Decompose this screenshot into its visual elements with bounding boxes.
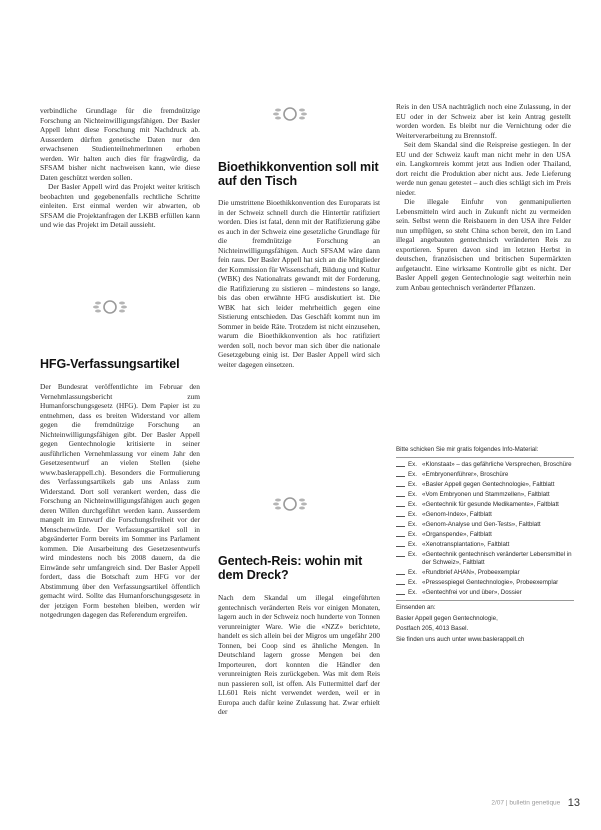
- form-item-label: «Pressespiegel Gentechnologie», Probeexemplar: [422, 579, 559, 586]
- intro-paragraph-2: Der Basler Appell wird das Projekt weiter kritisch beobachten und gegebenenfalls rechtliche Schritte einleiten. Erst einmal werden wir abwarten, ob SFSAM die Projektanfragen der LKBB erfüllen kann und wie das Projekt im Detail aussieht.: [40, 182, 200, 229]
- bioethik-text-block: [218, 198, 380, 369]
- form-item[interactable]: [396, 531, 574, 539]
- gentech-reis-text-block: [218, 593, 380, 717]
- form-item-label: «Organspende», Faltblatt: [422, 531, 492, 538]
- form-item[interactable]: [396, 491, 574, 499]
- send-to-label: Einsenden an:: [396, 604, 436, 611]
- ex-label: Ex.: [408, 491, 417, 498]
- reis-continued-text-block: [396, 102, 571, 292]
- quantity-blank[interactable]: [396, 516, 405, 517]
- reis-paragraph-1: Reis in den USA nachträglich noch eine Zulassung, in der EU oder in der Schweiz aber ist kein Antrag gestellt worden worden. Es bleibt nur die Vernichtung oder die Weiterverarbeitung zu Brennstoff.: [396, 102, 571, 140]
- quantity-blank[interactable]: [396, 536, 405, 537]
- intro-paragraph-1: verbindliche Grundlage für die fremdnützige Forschung an Nichteinwilligungsfähigen. Der Basler Appell lehnt diese Forschung mit Nachdruck ab. Ausserdem dürften genetische Daten nur den erwachsenen Studienteilnehmerlnnen erhoben werden. Wir halten auch dies für fragwürdig, da SFSAM bisher nicht nachweisen kann, wie diese Daten geschützt werden sollen.: [40, 106, 200, 182]
- form-item-label: «Genom-Index», Faltblatt: [422, 511, 492, 518]
- form-item[interactable]: [396, 569, 574, 577]
- website-note: Sie finden uns auch unter www.baslerappell.ch: [396, 635, 525, 643]
- reis-paragraph-2: Seit dem Skandal sind die Reispreise gestiegen. In der EU und der Schweiz kauft man nicht mehr in den USA ein. Langkornreis kommt jetzt aus Indien oder Thailand, dort reicht die Produktion aber nicht aus. Jede Lieferung werde nun genau getestet – auch dies schlägt sich im Preis nieder.: [396, 140, 571, 197]
- quantity-blank[interactable]: [396, 584, 405, 585]
- address-postbox: Postfach 205, 4013 Basel.: [396, 625, 469, 632]
- quantity-blank[interactable]: [396, 506, 405, 507]
- quantity-blank[interactable]: [396, 526, 405, 527]
- form-item[interactable]: [396, 481, 574, 489]
- form-item-label: «Gentechnik für gesunde Medikamente», Faltblatt: [422, 501, 559, 508]
- form-intro: Bitte schicken Sie mir gratis folgendes Info-Material:: [396, 446, 574, 458]
- form-item-label: «Gentechfrei vor und über», Dossier: [422, 589, 522, 596]
- hfg-heading: HFG-Verfassungsartikel: [40, 357, 180, 371]
- form-item[interactable]: [396, 589, 574, 597]
- form-item-label: «Xenotransplantation», Faltblatt: [422, 541, 510, 548]
- ex-label: Ex.: [408, 511, 417, 518]
- form-item[interactable]: [396, 541, 574, 549]
- hfg-text-block: [40, 382, 200, 620]
- page-number: 13: [567, 796, 580, 809]
- form-item[interactable]: [396, 551, 574, 567]
- ex-label: Ex.: [408, 551, 417, 558]
- gentech-reis-paragraph: Nach dem Skandal um illegal eingeführten gentechnisch veränderten Reis vor einigen Monaten, lagern auch in der Schweiz noch hunderte von Tonnen verunreinigter Ware. Wie die «NZZ» berichtete, handelt es sich allein bei der Migros um ungefähr 200 Tonnen, bei Coop sind es ähnliche Mengen. In Deutschland lagern grosse Mengen bei den Importeuren, dort konnten die Händler den verunreinigten Reis zurückgeben. Was mit dem Reis nun passieren soll, ist offen. Als Futtermittel darf der LL601 Reis nicht verwendet werden, weil er in Europa auch dafür keine Zulassung hat. Zwar erhielt der: [218, 593, 380, 716]
- ex-label: Ex.: [408, 541, 417, 548]
- hfg-paragraph: Der Bundesrat veröffentlichte im Februar den Vernehmlassungsbericht zum Humanforschungsgesetz (HFG). Dem Papier ist zu entnehmen, dass es breiten Widerstand vor allem gegen die fremdnützige Forschung an Nichteinwilligungsfähigen gibt. Der Basler Appell gegen Gentechnologie kritisierte in seiner ausführlichen Vernehmlassung vor einem Jahr den Gesetzesentwurf an vielen Stellen (siehe www.baslerappell.ch). Besonders die Formulierung des Verfassungsartikels gab uns Anlass zum Widerstand. Dort soll verankert werden, dass die Forschung an Nichteinwilligungsfähigen auch gegen deren Willen durchgeführt werden kann. Ausserdem mangelt im Entwurf die Forschungsfreiheit vor der Menschenwürde. Der Verfassungsartikel soll in abgeänderter Form bereits im Sommer ins Parlament kommen. Die Ausarbeitung des Gesetzesentwurfs wird mindestens noch bis 2008 dauern, da die Einwände sehr umfangreich sind. Der Basler Appell fordert, dass die Botschaft zum HFG vor der Abstimmung über den Verfassungsartikel öffentlich gemacht wird. Sollte das Humanforschungsgesetz in der jetzigen Form bestehen bleiben, werden wir notgedrungen dagegen das Referendum ergreifen.: [40, 382, 200, 619]
- quantity-blank[interactable]: [396, 594, 405, 595]
- page-footer: [420, 794, 580, 812]
- ex-label: Ex.: [408, 501, 417, 508]
- info-material-order-form: [396, 446, 574, 646]
- form-item-label: «Embryonenführer», Broschüre: [422, 471, 509, 478]
- form-item-label: «Rundbrief AHAN», Probeexemplar: [422, 569, 520, 576]
- ex-label: Ex.: [408, 481, 417, 488]
- wreath-logo-icon: [270, 493, 310, 515]
- form-item[interactable]: [396, 471, 574, 479]
- gentech-reis-heading: Gentech-Reis: wohin mit dem Dreck?: [218, 554, 363, 582]
- address-organization: Basler Appell gegen Gentechnologie,: [396, 614, 498, 622]
- form-item-label: «Genom-Analyse und Gen-Tests», Faltblatt: [422, 521, 541, 528]
- quantity-blank[interactable]: [396, 496, 405, 497]
- ex-label: Ex.: [408, 531, 417, 538]
- wreath-logo-icon: [90, 296, 130, 318]
- ex-label: Ex.: [408, 579, 417, 586]
- form-item-label: «Vom Embryonen und Stammzellen», Faltblatt: [422, 491, 550, 498]
- ex-label: Ex.: [408, 569, 417, 576]
- form-item[interactable]: [396, 579, 574, 587]
- intro-text-block: [40, 106, 200, 230]
- bioethik-paragraph: Die umstrittene Bioethikkonvention des Europarats ist in der Schweiz schnell durch die Hintertür ratifiziert worden. Dies ist fatal, denn mit der Ratifizierung gäbe es auch in der Schweiz eine gesetzliche Grundlage für die fremdnützige Forschung an Nichteinwilligungsfähigen. Auch SFSAM wäre dann fein raus. Der Basler Appell hat sich an die Mitglieder der Kommission für Wissenschaft, Bildung und Kultur (WBK) des Nationalrats gewandt mit der Forderung, die Ratifizierung zu sistieren – mindestens so lange, bis das oben erwähnte HFG ausdiskutiert ist. Die WBK hat sich leider mehrheitlich gegen eine Sistierung entschieden. Das Geschäft kommt nun im Sommer in beide Räte. Trotzdem ist nicht einzusehen, warum die Bioethikkonvention als hoc ratifiziert werden soll, noch bevor man sich über die nationale Gesetzgebung einig ist. Der Basler Appell wird sich weiter dagegen einsetzen.: [218, 198, 380, 369]
- ex-label: Ex.: [408, 589, 417, 596]
- quantity-blank[interactable]: [396, 466, 405, 467]
- ex-label: Ex.: [408, 471, 417, 478]
- form-items-list: [396, 461, 574, 597]
- quantity-blank[interactable]: [396, 574, 405, 575]
- ex-label: Ex.: [408, 521, 417, 528]
- form-item[interactable]: [396, 521, 574, 529]
- form-item-label: «Gentechnik gentechnisch veränderter Lebensmittel in der Schweiz», Faltblatt: [422, 551, 572, 566]
- wreath-logo-icon: [270, 103, 310, 125]
- ex-label: Ex.: [408, 461, 417, 468]
- form-item[interactable]: [396, 461, 574, 469]
- quantity-blank[interactable]: [396, 486, 405, 487]
- quantity-blank[interactable]: [396, 556, 405, 557]
- reis-paragraph-3: Die illegale Einfuhr von genmanipulierten Lebensmitteln wird auch in Zukunft nicht zu vermeiden sein. Selbst wenn die Reisbauern in den USA ihre Felder nun umpflügen, so steht China schon bereit, den im Land illegal angebauten gentechnisch veränderten Reis zu exportieren. Spuren davon sind im letzten Herbst in deutschen, französischen und britischen Supermärkten aufgetaucht. Eine wirksame Kontrolle gibt es nicht. Der Basler Appell gegen Gentechnologie sagt weiterhin nein zum Anbau gentechnisch veränderter Pflanzen.: [396, 197, 571, 292]
- form-item[interactable]: [396, 501, 574, 509]
- quantity-blank[interactable]: [396, 476, 405, 477]
- quantity-blank[interactable]: [396, 546, 405, 547]
- form-item-label: «Basler Appell gegen Gentechnologie», Faltblatt: [422, 481, 555, 488]
- form-footer: [396, 600, 574, 644]
- bioethik-heading: Bioethikkonvention soll mit auf den Tisch: [218, 160, 379, 188]
- form-item[interactable]: [396, 511, 574, 519]
- form-item-label: «Klonstaat» – das gefährliche Versprechen, Broschüre: [422, 461, 572, 468]
- footer-publication: 2/07 | bulletin genetique: [491, 799, 561, 807]
